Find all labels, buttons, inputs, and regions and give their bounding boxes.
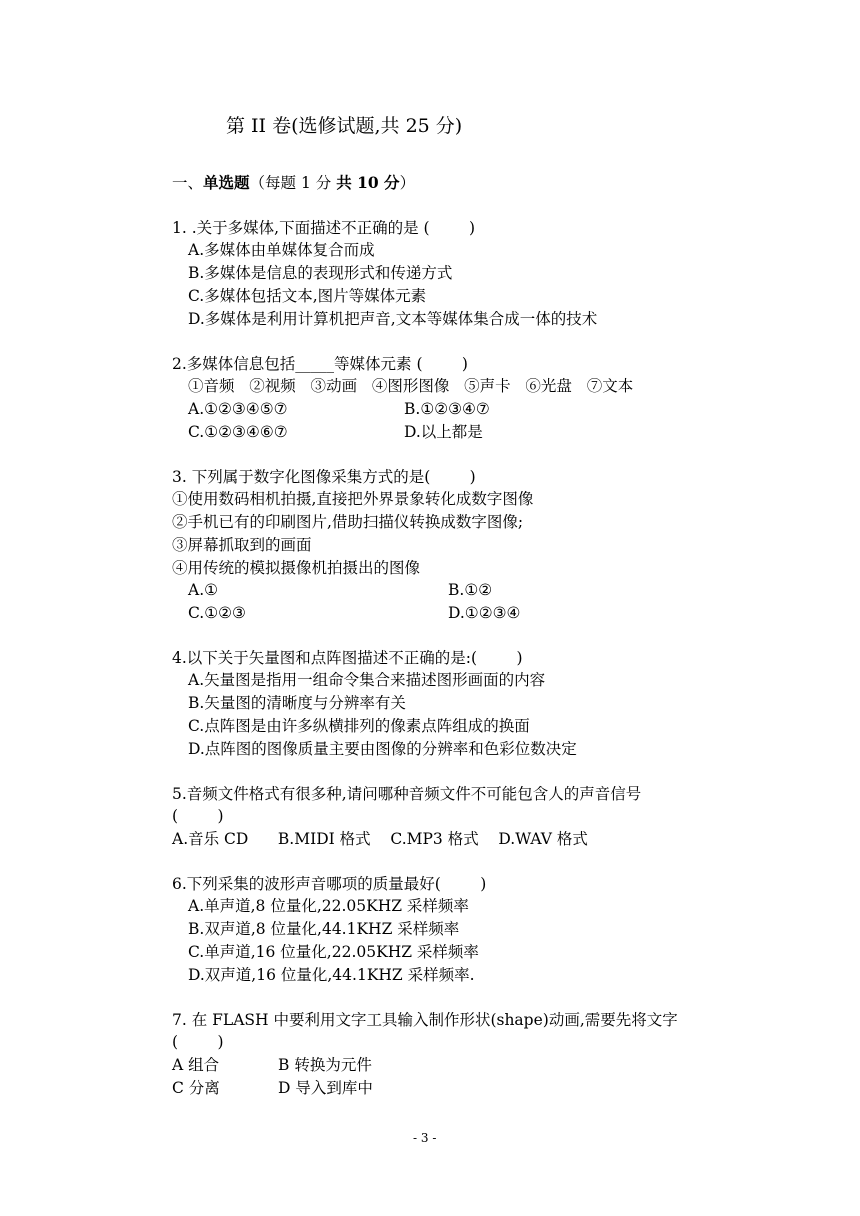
q5-options: A.音乐 CD B.MIDI 格式 C.MP3 格式 D.WAV 格式 — [172, 830, 588, 848]
q6-option-a: A.单声道,8 位量化,22.05KHZ 采样频率 — [188, 897, 469, 915]
q4-option-d: D.点阵图的图像质量主要由图像的分辨率和色彩位数决定 — [188, 740, 577, 758]
q2-option-d: D.以上都是 — [404, 423, 483, 441]
q2-items: ①音频 ②视频 ③动画 ④图形图像 ⑤声卡 ⑥光盘 ⑦文本 — [188, 377, 634, 395]
q3-statement-2: ②手机已有的印刷图片,借助扫描仪转换成数字图像; — [172, 513, 524, 531]
section-note-a: （每题 1 分 — [249, 174, 337, 192]
section-prefix: 一、 — [172, 174, 204, 192]
section-name: 单选题 — [203, 173, 250, 192]
q3-option-d: D.①②③④ — [448, 604, 521, 622]
q6-option-c: C.单声道,16 位量化,22.05KHZ 采样频率 — [188, 943, 479, 961]
section-note-b: 共 10 分 — [336, 173, 400, 192]
section-note-c: ） — [399, 174, 416, 192]
page-number: - 3 - — [413, 1131, 437, 1145]
q2-stem: 2.多媒体信息包括_____等媒体元素 ( ) — [172, 355, 468, 373]
q6-option-b: B.双声道,8 位量化,44.1KHZ 采样频率 — [188, 920, 460, 938]
q1-option-a: A.多媒体由单媒体复合而成 — [188, 241, 375, 259]
q3-statement-3: ③屏幕抓取到的画面 — [172, 536, 312, 554]
q1-option-c: C.多媒体包括文本,图片等媒体元素 — [188, 287, 427, 305]
q1-stem: 1. .关于多媒体,下面描述不正确的是 ( ) — [172, 219, 476, 237]
q4-option-b: B.矢量图的清晰度与分辨率有关 — [188, 694, 406, 712]
q3-option-b: B.①② — [448, 581, 493, 599]
q7-answer-paren: ( ) — [172, 1033, 224, 1051]
section-heading — [172, 172, 415, 194]
q3-option-c: C.①②③ — [188, 604, 246, 622]
q7-stem: 7. 在 FLASH 中要利用文字工具输入制作形状(shape)动画,需要先将文字 — [172, 1011, 678, 1029]
page-title: 第 II 卷(选修试题,共 25 分) — [226, 115, 463, 137]
q4-option-c: C.点阵图是由许多纵横排列的像素点阵组成的换面 — [188, 717, 530, 735]
q5-stem: 5.音频文件格式有很多种,请问哪种音频文件不可能包含人的声音信号 — [172, 785, 642, 803]
q2-option-c: C.①②③④⑥⑦ — [188, 423, 288, 441]
q6-option-d: D.双声道,16 位量化,44.1KHZ 采样频率. — [188, 966, 475, 984]
q6-stem: 6.下列采集的波形声音哪项的质量最好( ) — [172, 875, 487, 893]
q3-option-a: A.① — [188, 581, 219, 599]
q3-statement-4: ④用传统的模拟摄像机拍摄出的图像 — [172, 559, 421, 577]
q1-option-b: B.多媒体是信息的表现形式和传递方式 — [188, 264, 453, 282]
q7-option-d: D 导入到库中 — [278, 1079, 373, 1097]
q7-option-a: A 组合 — [172, 1056, 220, 1074]
q2-option-a: A.①②③④⑤⑦ — [188, 400, 288, 418]
q5-answer-paren: ( ) — [172, 807, 224, 825]
q2-option-b: B.①②③④⑦ — [404, 400, 490, 418]
q4-stem: 4.以下关于矢量图和点阵图描述不正确的是:( ) — [172, 649, 523, 667]
q1-option-d: D.多媒体是利用计算机把声音,文本等媒体集合成一体的技术 — [188, 310, 598, 328]
q7-option-b: B 转换为元件 — [278, 1056, 372, 1074]
q4-option-a: A.矢量图是指用一组命令集合来描述图形画面的内容 — [188, 671, 546, 689]
q3-stem: 3. 下列属于数字化图像采集方式的是( ) — [172, 468, 476, 486]
q7-option-c: C 分离 — [172, 1079, 220, 1097]
q3-statement-1: ①使用数码相机拍摄,直接把外界景象转化成数字图像 — [172, 490, 534, 508]
